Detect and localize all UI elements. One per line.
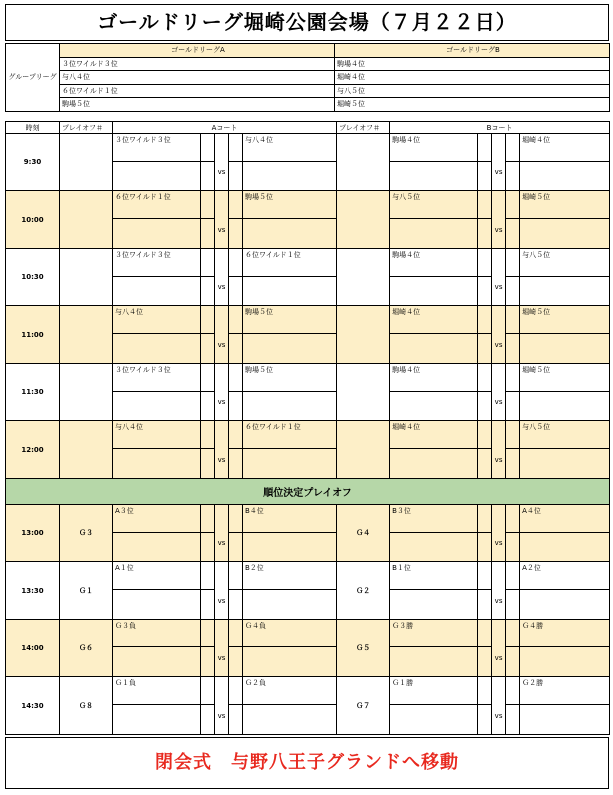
team-a-2: B４位 [243, 504, 337, 532]
team-a-1: 与八４位 [113, 306, 201, 334]
playoff-banner: 順位決定プレイオフ [6, 478, 610, 504]
score-box [229, 589, 243, 619]
score-box [478, 647, 492, 677]
playoff-number-a: Ｇ１ [60, 562, 113, 619]
playoff-number-a [60, 306, 113, 363]
score-box [478, 504, 492, 532]
vs-label: vs [215, 191, 229, 248]
score-box [506, 589, 520, 619]
team-b-2: Ｇ４勝 [520, 619, 610, 647]
result-box [113, 334, 201, 364]
score-box [201, 134, 215, 162]
score-box [229, 219, 243, 249]
time-slot: 10:00 [6, 191, 60, 248]
score-box [201, 449, 215, 479]
score-box [506, 391, 520, 421]
playoff-number-b [337, 306, 390, 363]
score-box [201, 161, 215, 191]
league-b-team: 堀崎４位 [335, 71, 610, 85]
result-box [390, 161, 478, 191]
score-box [229, 334, 243, 364]
league-b-header: ゴールドリーグB [335, 44, 610, 58]
result-box [390, 647, 478, 677]
score-box [506, 191, 520, 219]
vs-label: vs [215, 619, 229, 676]
score-box [201, 504, 215, 532]
score-box [478, 276, 492, 306]
schedule-row [6, 421, 610, 449]
schedule-table [5, 121, 610, 735]
playoff-number-b: Ｇ４ [337, 504, 390, 561]
result-box [113, 532, 201, 562]
result-box [113, 589, 201, 619]
score-box [201, 334, 215, 364]
vs-label: vs [215, 134, 229, 191]
league-b-team: 与八５位 [335, 84, 610, 98]
vs-label: vs [492, 504, 506, 561]
team-b-2: 堀崎５位 [520, 363, 610, 391]
score-box [478, 219, 492, 249]
page-title: ゴールドリーグ堀崎公園会場（７月２２日） [5, 4, 609, 41]
team-a-1: ３位ワイルド３位 [113, 248, 201, 276]
team-b-1: B３位 [390, 504, 478, 532]
vs-label: vs [215, 421, 229, 478]
score-box [478, 532, 492, 562]
court-b-header: Bコート [390, 122, 610, 134]
score-box [229, 647, 243, 677]
score-box [478, 619, 492, 647]
score-box [506, 619, 520, 647]
score-box [201, 391, 215, 421]
result-box [520, 334, 610, 364]
team-a-1: ３位ワイルド３位 [113, 134, 201, 162]
vs-label: vs [215, 363, 229, 420]
score-box [229, 306, 243, 334]
group-league-row [6, 98, 610, 112]
vs-label: vs [492, 248, 506, 305]
result-box [243, 532, 337, 562]
team-b-2: 与八５位 [520, 421, 610, 449]
result-box [390, 449, 478, 479]
score-box [229, 619, 243, 647]
score-box [478, 248, 492, 276]
team-b-1: B１位 [390, 562, 478, 590]
score-box [506, 219, 520, 249]
result-box [520, 219, 610, 249]
team-a-1: A３位 [113, 504, 201, 532]
court-a-header: Aコート [113, 122, 337, 134]
playoff-b-header: プレイオフ＃ [337, 122, 390, 134]
team-a-1: ６位ワイルド１位 [113, 191, 201, 219]
score-box [478, 334, 492, 364]
result-box [243, 589, 337, 619]
group-league-header-row [6, 44, 610, 58]
score-box [201, 619, 215, 647]
result-box [520, 161, 610, 191]
team-b-2: 与八５位 [520, 248, 610, 276]
score-box [506, 334, 520, 364]
score-box [506, 421, 520, 449]
playoff-a-header: プレイオフ＃ [60, 122, 113, 134]
result-box [520, 532, 610, 562]
group-league-table [5, 43, 610, 112]
vs-label: vs [215, 248, 229, 305]
team-b-1: Ｇ１勝 [390, 677, 478, 705]
result-box [243, 647, 337, 677]
result-box [390, 334, 478, 364]
result-box [390, 532, 478, 562]
team-b-2: 堀崎５位 [520, 191, 610, 219]
team-a-2: ６位ワイルド１位 [243, 248, 337, 276]
result-box [520, 647, 610, 677]
team-a-1: Ｇ１負 [113, 677, 201, 705]
team-a-2: Ｇ２負 [243, 677, 337, 705]
result-box [113, 704, 201, 734]
team-b-2: 堀崎５位 [520, 306, 610, 334]
result-box [113, 161, 201, 191]
score-box [201, 219, 215, 249]
team-b-1: 堀崎４位 [390, 421, 478, 449]
closing-notice: 閉会式 与野八王子グランドへ移動 [5, 737, 609, 789]
schedule-row [6, 248, 610, 276]
result-box [390, 391, 478, 421]
score-box [229, 134, 243, 162]
vs-label: vs [492, 619, 506, 676]
result-box [243, 161, 337, 191]
group-league-row [6, 71, 610, 85]
score-box [478, 306, 492, 334]
score-box [201, 191, 215, 219]
team-a-1: 与八４位 [113, 421, 201, 449]
vs-label: vs [215, 306, 229, 363]
score-box [478, 589, 492, 619]
schedule-row [6, 504, 610, 532]
score-box [506, 562, 520, 590]
vs-label: vs [215, 504, 229, 561]
playoff-number-b: Ｇ５ [337, 619, 390, 676]
result-box [390, 589, 478, 619]
score-box [506, 704, 520, 734]
vs-label: vs [492, 363, 506, 420]
team-b-1: 堀崎４位 [390, 306, 478, 334]
playoff-number-a: Ｇ８ [60, 677, 113, 734]
score-box [506, 306, 520, 334]
score-box [506, 449, 520, 479]
time-header: 時刻 [6, 122, 60, 134]
score-box [229, 704, 243, 734]
score-box [229, 191, 243, 219]
result-box [520, 449, 610, 479]
schedule-row [6, 306, 610, 334]
result-box [243, 334, 337, 364]
score-box [201, 276, 215, 306]
playoff-number-a [60, 134, 113, 191]
playoff-number-b: Ｇ２ [337, 562, 390, 619]
score-box [229, 248, 243, 276]
time-slot: 10:30 [6, 248, 60, 305]
score-box [478, 134, 492, 162]
team-b-2: 堀崎４位 [520, 134, 610, 162]
playoff-number-b: Ｇ７ [337, 677, 390, 734]
score-box [201, 421, 215, 449]
time-slot: 13:00 [6, 504, 60, 561]
score-box [229, 677, 243, 705]
vs-label: vs [492, 562, 506, 619]
result-box [390, 219, 478, 249]
score-box [201, 589, 215, 619]
time-slot: 14:00 [6, 619, 60, 676]
league-b-team: 堀崎５位 [335, 98, 610, 112]
score-box [506, 677, 520, 705]
group-league-label: グループリーグ [6, 44, 60, 112]
team-a-1: ３位ワイルド３位 [113, 363, 201, 391]
time-slot: 11:30 [6, 363, 60, 420]
time-slot: 9:30 [6, 134, 60, 191]
team-b-1: 駒場４位 [390, 134, 478, 162]
playoff-number-a: Ｇ６ [60, 619, 113, 676]
league-a-team: 与八４位 [60, 71, 335, 85]
schedule-row [6, 619, 610, 647]
result-box [390, 704, 478, 734]
score-box [478, 704, 492, 734]
score-box [478, 191, 492, 219]
team-b-1: 駒場４位 [390, 248, 478, 276]
score-box [478, 421, 492, 449]
score-box [201, 647, 215, 677]
score-box [229, 161, 243, 191]
league-b-team: 駒場４位 [335, 57, 610, 71]
score-box [506, 276, 520, 306]
vs-label: vs [492, 421, 506, 478]
group-league-row [6, 57, 610, 71]
score-box [478, 449, 492, 479]
score-box [201, 677, 215, 705]
score-box [506, 161, 520, 191]
vs-label: vs [492, 677, 506, 734]
team-a-1: A１位 [113, 562, 201, 590]
vs-label: vs [215, 562, 229, 619]
score-box [506, 504, 520, 532]
score-box [506, 248, 520, 276]
team-a-2: 与八４位 [243, 134, 337, 162]
result-box [113, 219, 201, 249]
team-b-1: Ｇ３勝 [390, 619, 478, 647]
score-box [229, 449, 243, 479]
score-box [201, 704, 215, 734]
score-box [229, 562, 243, 590]
result-box [243, 449, 337, 479]
team-b-2: A２位 [520, 562, 610, 590]
score-box [229, 391, 243, 421]
playoff-number-b [337, 248, 390, 305]
team-a-2: Ｇ４負 [243, 619, 337, 647]
schedule-header-row [6, 122, 610, 134]
score-box [229, 363, 243, 391]
team-a-2: 駒場５位 [243, 363, 337, 391]
time-slot: 12:00 [6, 421, 60, 478]
score-box [478, 562, 492, 590]
result-box [243, 276, 337, 306]
score-box [229, 532, 243, 562]
vs-label: vs [492, 191, 506, 248]
result-box [520, 391, 610, 421]
score-box [478, 363, 492, 391]
schedule-row [6, 677, 610, 705]
playoff-number-b [337, 134, 390, 191]
league-a-team: ３位ワイルド３位 [60, 57, 335, 71]
result-box [390, 276, 478, 306]
playoff-number-b [337, 191, 390, 248]
schedule-row [6, 191, 610, 219]
league-a-team: ６位ワイルド１位 [60, 84, 335, 98]
result-box [113, 449, 201, 479]
score-box [201, 532, 215, 562]
playoff-number-b [337, 363, 390, 420]
result-box [113, 391, 201, 421]
playoff-number-a [60, 363, 113, 420]
schedule-row [6, 363, 610, 391]
score-box [506, 363, 520, 391]
playoff-number-a [60, 421, 113, 478]
vs-label: vs [215, 677, 229, 734]
score-box [478, 391, 492, 421]
playoff-number-a [60, 191, 113, 248]
score-box [506, 134, 520, 162]
team-b-1: 駒場４位 [390, 363, 478, 391]
playoff-number-b [337, 421, 390, 478]
vs-label: vs [492, 134, 506, 191]
score-box [506, 647, 520, 677]
result-box [113, 647, 201, 677]
score-box [201, 248, 215, 276]
score-box [229, 421, 243, 449]
team-a-2: ６位ワイルド１位 [243, 421, 337, 449]
team-b-1: 与八５位 [390, 191, 478, 219]
result-box [520, 276, 610, 306]
time-slot: 14:30 [6, 677, 60, 734]
score-box [201, 562, 215, 590]
score-box [506, 532, 520, 562]
result-box [243, 704, 337, 734]
score-box [201, 363, 215, 391]
playoff-number-a: Ｇ３ [60, 504, 113, 561]
time-slot: 11:00 [6, 306, 60, 363]
result-box [113, 276, 201, 306]
time-slot: 13:30 [6, 562, 60, 619]
team-b-2: Ｇ２勝 [520, 677, 610, 705]
score-box [229, 504, 243, 532]
team-a-2: 駒場５位 [243, 306, 337, 334]
playoff-banner-row [6, 478, 610, 504]
schedule-row [6, 562, 610, 590]
score-box [229, 276, 243, 306]
score-box [478, 161, 492, 191]
score-box [478, 677, 492, 705]
team-a-1: Ｇ３負 [113, 619, 201, 647]
vs-label: vs [492, 306, 506, 363]
league-a-header: ゴールドリーグA [60, 44, 335, 58]
score-box [201, 306, 215, 334]
result-box [520, 589, 610, 619]
schedule-row [6, 134, 610, 162]
result-box [520, 704, 610, 734]
team-a-2: 駒場５位 [243, 191, 337, 219]
playoff-number-a [60, 248, 113, 305]
result-box [243, 391, 337, 421]
league-a-team: 駒場５位 [60, 98, 335, 112]
result-box [243, 219, 337, 249]
group-league-row [6, 84, 610, 98]
team-a-2: B２位 [243, 562, 337, 590]
team-b-2: A４位 [520, 504, 610, 532]
